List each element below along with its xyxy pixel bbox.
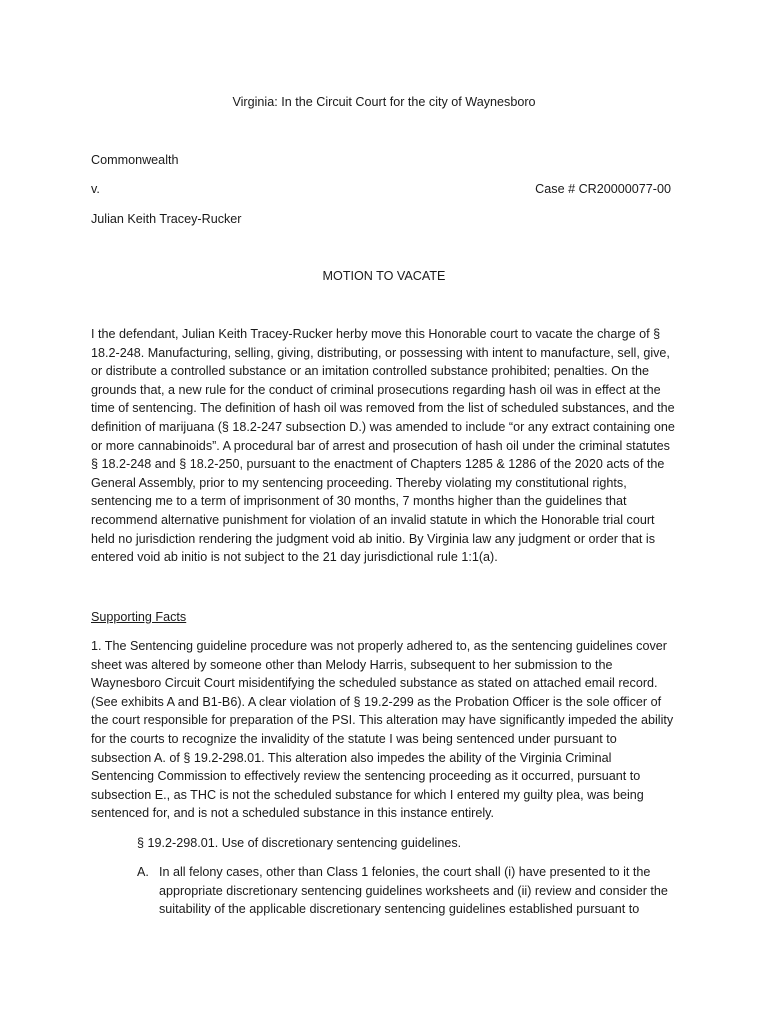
versus-label: v. <box>91 182 100 196</box>
caption-defendant-line <box>91 210 671 229</box>
caption-versus-line <box>91 180 671 199</box>
court-heading: Virginia: In the Circuit Court for the city of Waynesboro <box>232 95 536 109</box>
plaintiff-name: Commonwealth <box>91 153 179 167</box>
case-number: Case # CR20000077-00 <box>535 182 671 196</box>
statute-item-text: In all felony cases, other than Class 1 felonies, the court shall (i) have presented to it the appropriate discretionary sentencing guidelines worksheets and (ii) review and consider the suitability of the applicable discretionary sentencing guidelines established pursuant to <box>159 865 668 917</box>
supporting-fact-1: 1. The Sentencing guideline procedure was not properly adhered to, as the sentencing guidelines cover sheet was altered by someone other than Melody Harris, subsequent to her submission to the Waynesboro Circuit Court misidentifying the scheduled substance as stated on attached email record. (See exhibits A and B1-B6). A clear violation of § 19.2-299 as the Probation Officer is the sole officer of the court responsible for preparation of the PSI. This alteration may have significantly impeded the ability for the courts to recognize the invalidity of the statute I was being sentenced under pursuant to subsection A. of § 19.2-298.01. This alteration also impedes the ability of the Virginia Criminal Sentencing Commission to effectively review the sentencing proceeding as it occurred, pursuant to subsection E., as THC is not the scheduled substance for which I entered my guilty plea, was being sentenced for, and is not a scheduled substance in this instance entirely. <box>91 639 674 821</box>
intro-paragraph: I the defendant, Julian Keith Tracey-Rucker herby move this Honorable court to vacate the charge of § 18.2-248. Manufacturing, selling, giving, distributing, or possessing with intent to manufacture, sell, give, or distribute a controlled substance or an imitation controlled substance prohibited; penalties. On the grounds that, a new rule for the conduct of criminal prosecutions regarding hash oil was in effect at the time of sentencing. The definition of hash oil was removed from the list of scheduled substances, and the definition of marijuana (§ 18.2-247 subsection D.) was amended to include “or any extract containing one or more cannabinoids”. A procedural bar of arrest and prosecution of hash oil under the criminal statutes § 18.2-248 and § 18.2-250, pursuant to the enactment of Chapters 1285 & 1286 of the 2020 acts of the General Assembly, prior to my sentencing proceeding. Thereby violating my constitutional rights, sentencing me to a term of imprisonment of 30 months, 7 months higher than the guidelines that recommend alternative punishment for violation of an invalid statute in which the Honorable trial court held no jurisdiction rendering the judgment void ab initio. By Virginia law any judgment or order that is entered void ab initio is not subject to the 21 day jurisdictional rule 1:1(a). <box>91 327 675 565</box>
defendant-name: Julian Keith Tracey-Rucker <box>91 212 242 226</box>
statute-item-a <box>137 863 676 919</box>
caption-plaintiff-line <box>91 151 671 170</box>
motion-title: MOTION TO VACATE <box>322 269 446 283</box>
supporting-facts-heading: Supporting Facts <box>91 610 187 624</box>
statute-item-letter: A. <box>137 865 149 879</box>
statute-title: § 19.2-298.01. Use of discretionary sentencing guidelines. <box>137 836 462 850</box>
